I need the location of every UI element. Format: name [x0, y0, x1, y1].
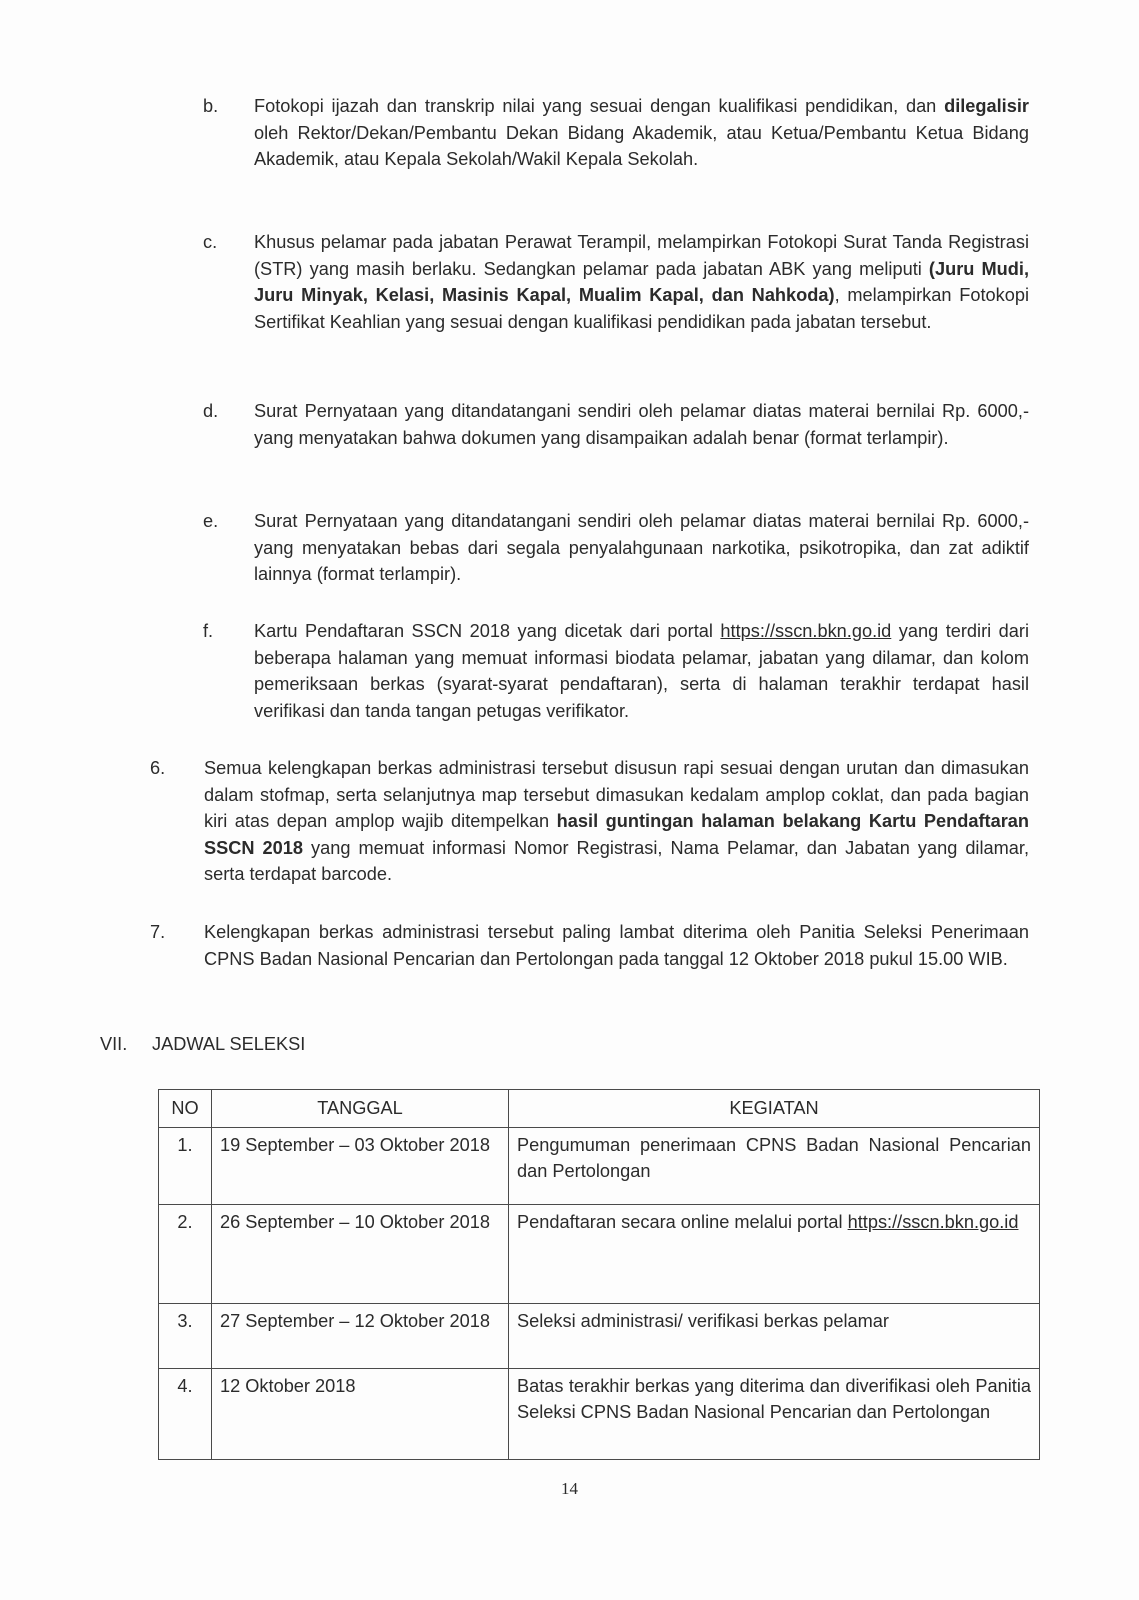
item-text: Kelengkapan berkas administrasi tersebut paling lambat diterima oleh Panitia Seleksi Penerimaan CPNS Badan Nasional Pencarian dan Pertolongan pada tanggal 12 Oktober 2018 pukul 15.00 WIB.: [204, 922, 1029, 969]
cell-tanggal: 12 Oktober 2018: [212, 1368, 509, 1459]
cell-kegiatan: Pengumuman penerimaan CPNS Badan Nasional Pencarian dan Pertolongan: [509, 1127, 1040, 1204]
cell-kegiatan: Batas terakhir berkas yang diterima dan diverifikasi oleh Panitia Seleksi CPNS Badan Nasional Pencarian dan Pertolongan: [509, 1368, 1040, 1459]
portal-link[interactable]: https://sscn.bkn.go.id: [720, 621, 892, 641]
cell-no: 1.: [159, 1127, 212, 1204]
item-label: 6.: [150, 758, 166, 778]
section-number: VII.: [100, 1034, 128, 1054]
cell-no: 2.: [159, 1204, 212, 1303]
table-row: [159, 1127, 1040, 1204]
table-row: [159, 1368, 1040, 1459]
bold-text: hasil guntingan halaman belakang Kartu Pendaftaran SSCN 2018: [204, 811, 1029, 858]
cell-no: 3.: [159, 1303, 212, 1368]
cell-tanggal: 19 September – 03 Oktober 2018: [212, 1127, 509, 1204]
requirement-item-e: [203, 508, 1029, 588]
header-tanggal: TANGGAL: [212, 1090, 509, 1128]
header-no: NO: [159, 1090, 212, 1128]
portal-link[interactable]: https://sscn.bkn.go.id: [847, 1211, 1019, 1232]
item-text: Kartu Pendaftaran SSCN 2018 yang dicetak dari portal https://sscn.bkn.go.id yang terdiri dari beberapa halaman yang memuat informasi biodata pelamar, jabatan yang dilamar, dan kolom pemeriksaan berkas (syarat-syarat pendaftaran), serta di halaman terakhir terdapat hasil verifikasi dan tanda tangan petugas verifikator.: [254, 621, 1030, 721]
section-heading: [100, 1031, 305, 1058]
section-title: JADWAL SELEKSI: [152, 1034, 306, 1054]
item-label: c.: [203, 232, 218, 252]
cell-kegiatan: Seleksi administrasi/ verifikasi berkas pelamar: [509, 1303, 1040, 1368]
cell-kegiatan: Pendaftaran secara online melalui portal https://sscn.bkn.go.id: [509, 1204, 1040, 1303]
header-kegiatan: KEGIATAN: [509, 1090, 1040, 1128]
item-label: b.: [203, 96, 219, 116]
item-label: d.: [203, 401, 219, 421]
item-text: Semua kelengkapan berkas administrasi tersebut disusun rapi sesuai dengan urutan dan dimasukan dalam stofmap, serta selanjutnya map tersebut dimasukan kedalam amplop coklat, dan pada bagian kiri atas depan amplop wajib ditempelkan hasil guntingan halaman belakang Kartu Pendaftaran SSCN 2018 yang memuat informasi Nomor Registrasi, Nama Pelamar, dan Jabatan yang dilamar, serta terdapat barcode.: [204, 758, 1030, 884]
item-text: Fotokopi ijazah dan transkrip nilai yang sesuai dengan kualifikasi pendidikan, dan dilegalisir oleh Rektor/Dekan/Pembantu Dekan Bidang Akademik, atau Ketua/Pembantu Ketua Bidang Akademik, atau Kepala Sekolah/Wakil Kepala Sekolah.: [254, 96, 1029, 169]
cell-no: 4.: [159, 1368, 212, 1459]
table-row: [159, 1204, 1040, 1303]
requirement-item-f: [203, 618, 1029, 724]
table-header-row: [159, 1090, 1040, 1128]
item-label: e.: [203, 511, 219, 531]
requirement-item-c: [203, 229, 1029, 335]
item-text: Surat Pernyataan yang ditandatangani sendiri oleh pelamar diatas materai bernilai Rp. 6000,- yang menyatakan bahwa dokumen yang disampaikan adalah benar (format terlampir).: [254, 401, 1029, 448]
numbered-item-7: [150, 919, 1029, 972]
requirement-item-d: [203, 398, 1029, 451]
schedule-table: [158, 1089, 1040, 1460]
page-number: 14: [561, 1479, 578, 1498]
bold-text: (Juru Mudi, Juru Minyak, Kelasi, Masinis Kapal, Mualim Kapal, dan Nahkoda): [254, 258, 1029, 305]
cell-tanggal: 27 September – 12 Oktober 2018: [212, 1303, 509, 1368]
requirement-item-b: [203, 93, 1029, 173]
item-text: Khusus pelamar pada jabatan Perawat Terampil, melampirkan Fotokopi Surat Tanda Registrasi (STR) yang masih berlaku. Sedangkan pelamar pada jabatan ABK yang meliputi (Juru Mudi, Juru Minyak, Kelasi, Masinis Kapal, Mualim Kapal, dan Nahkoda), melampirkan Fotokopi Sertifikat Keahlian yang sesuai dengan kualifikasi pendidikan pada jabatan tersebut.: [254, 232, 1029, 332]
bold-text: dilegalisir: [944, 96, 1029, 116]
item-label: 7.: [150, 922, 166, 942]
item-text: Surat Pernyataan yang ditandatangani sendiri oleh pelamar diatas materai bernilai Rp. 6000,- yang menyatakan bebas dari segala penyalahgunaan narkotika, psikotropika, dan zat adiktif lainnya (format terlampir).: [254, 511, 1029, 584]
numbered-item-6: [150, 755, 1029, 888]
item-label: f.: [203, 621, 214, 641]
table-row: [159, 1303, 1040, 1368]
cell-tanggal: 26 September – 10 Oktober 2018: [212, 1204, 509, 1303]
